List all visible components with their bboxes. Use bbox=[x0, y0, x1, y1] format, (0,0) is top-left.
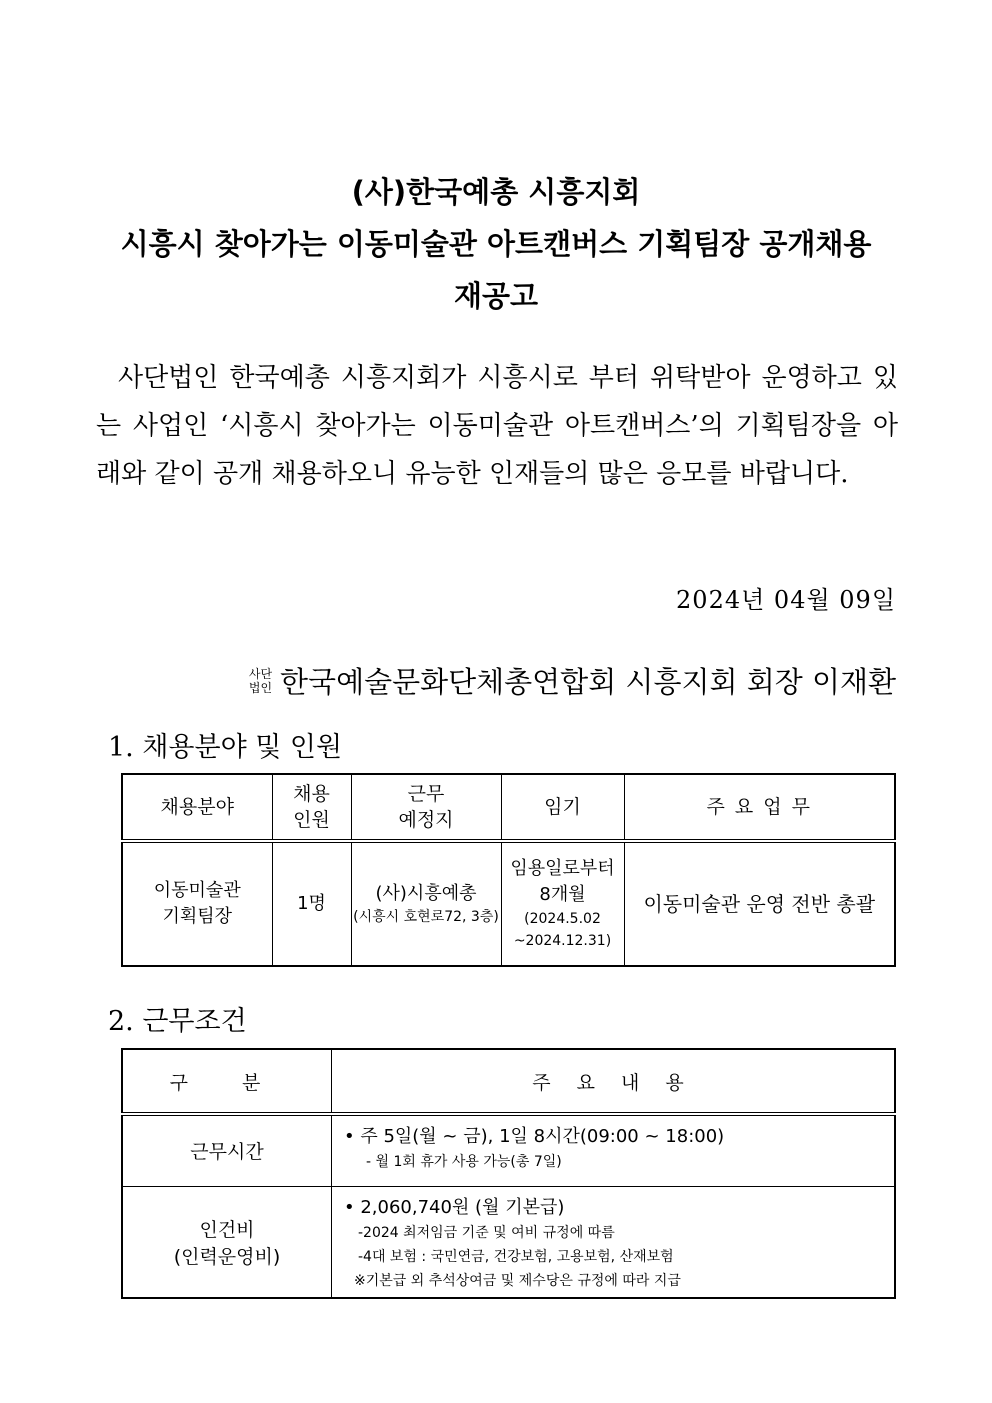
document-title bbox=[0, 166, 992, 322]
salary-note-2: -4대 보험 : 국민연금, 건강보험, 고용보험, 산재보험 bbox=[358, 1248, 674, 1265]
section1-heading: 1. 채용분야 및 인원 bbox=[108, 732, 343, 763]
signer-prefix-top: 사단 bbox=[248, 666, 273, 681]
header-category: 구 분 bbox=[122, 1049, 332, 1114]
cell-term-1: 임용일로부터 bbox=[510, 858, 615, 879]
signer-prefix bbox=[249, 667, 272, 695]
header-place-2: 예정지 bbox=[398, 809, 454, 831]
intro-paragraph bbox=[96, 354, 898, 498]
header-count bbox=[272, 774, 351, 841]
title-line-2: 시흥시 찾아가는 이동미술관 아트캔버스 기획팀장 공개채용 bbox=[120, 227, 872, 261]
header-duty: 주 요 업 무 bbox=[624, 774, 895, 841]
salary-label-1: 인건비 bbox=[199, 1218, 255, 1241]
salary-bullet: • 2,060,740원 (월 기본급) bbox=[344, 1196, 565, 1218]
signer-name: 한국예술문화단체총연합회 시흥지회 회장 이재환 bbox=[280, 665, 896, 699]
cell-term-2: 8개월 bbox=[539, 884, 586, 905]
table-row bbox=[122, 1114, 895, 1186]
salary-label-2: (인력운영비) bbox=[173, 1245, 281, 1268]
cell-field bbox=[122, 841, 272, 966]
section2-heading: 2. 근무조건 bbox=[108, 1006, 247, 1037]
header-count-1: 채용 bbox=[293, 783, 330, 805]
header-field: 채용분야 bbox=[122, 774, 272, 841]
cell-place-1: (사)시흥예총 bbox=[375, 883, 477, 904]
conditions-table bbox=[121, 1048, 896, 1299]
cell-term bbox=[501, 841, 624, 966]
header-place bbox=[351, 774, 501, 841]
table-row bbox=[122, 841, 895, 966]
table-row bbox=[122, 1186, 895, 1298]
intro-text: 사단법인 한국예총 시흥지회가 시흥시로 부터 위탁받아 운영하고 있는 사업인 ‘시흥시 찾아가는 이동미술관 아트캔버스’의 기획팀장을 아래와 같이 공개 채용하오니 유능한 인재들의 많은 응모를 바랍니다. bbox=[96, 363, 899, 489]
recruitment-table-header bbox=[122, 774, 895, 841]
recruitment-table bbox=[121, 773, 896, 967]
salary-note-3: ※기본급 외 추석상여금 및 제수당은 규정에 따라 지급 bbox=[354, 1272, 681, 1289]
row-label-work-hours: 근무시간 bbox=[122, 1114, 332, 1186]
cell-field-2: 기획팀장 bbox=[162, 906, 233, 927]
cell-duty: 이동미술관 운영 전반 총괄 bbox=[624, 841, 895, 966]
cell-count: 1명 bbox=[272, 841, 351, 966]
row-label-salary bbox=[122, 1186, 332, 1298]
header-content: 주 요 내 용 bbox=[332, 1049, 896, 1114]
cell-field-1: 이동미술관 bbox=[153, 880, 241, 901]
work-hours-bullet: • 주 5일(월 ~ 금), 1일 8시간(09:00 ~ 18:00) bbox=[344, 1126, 725, 1147]
row-content-work-hours bbox=[332, 1114, 896, 1186]
cell-place-2: (시흥시 호현로72, 3층) bbox=[353, 909, 499, 925]
header-term: 임기 bbox=[501, 774, 624, 841]
header-place-1: 근무 bbox=[407, 783, 445, 805]
title-line-3: 재공고 bbox=[453, 279, 539, 313]
signer-prefix-bottom: 법인 bbox=[248, 680, 273, 695]
work-hours-note: - 월 1회 휴가 사용 가능(총 7일) bbox=[366, 1154, 562, 1170]
announcement-date: 2024년 04월 09일 bbox=[676, 586, 896, 614]
header-count-2: 인원 bbox=[293, 809, 330, 831]
cell-term-3: (2024.5.02 bbox=[524, 911, 601, 927]
cell-term-4: ~2024.12.31) bbox=[513, 933, 612, 949]
row-content-salary bbox=[332, 1186, 896, 1298]
conditions-table-header bbox=[122, 1049, 895, 1114]
salary-note-1: -2024 최저임금 기준 및 여비 규정에 따름 bbox=[358, 1224, 615, 1241]
title-line-1: (사)한국예총 시흥지회 bbox=[351, 175, 641, 209]
signer bbox=[249, 660, 896, 701]
cell-place bbox=[351, 841, 501, 966]
